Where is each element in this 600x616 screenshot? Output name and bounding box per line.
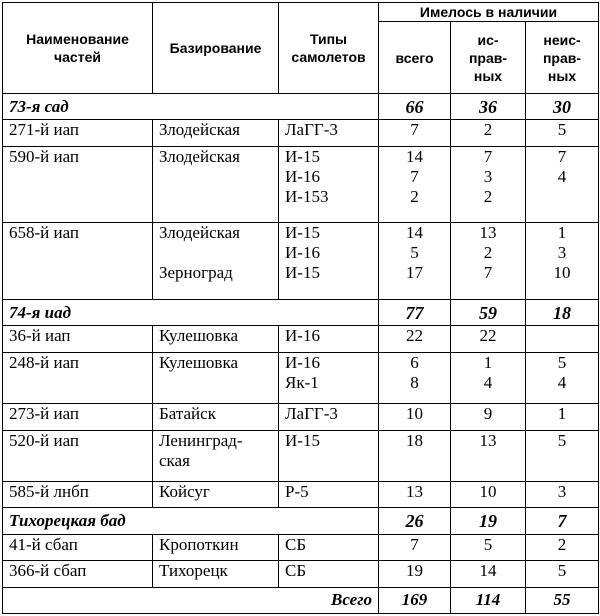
group-name: 73-я сад	[3, 94, 379, 120]
group-row	[3, 508, 599, 534]
header-row-1	[3, 3, 599, 22]
serviceable-cell: 22	[451, 326, 526, 352]
total-cell: 77	[379, 299, 451, 325]
unserviceable-cell: 55	[526, 587, 599, 613]
group-name: 74-я иад	[3, 299, 379, 325]
unserviceable-cell: 7 4	[526, 146, 599, 223]
total-cell: 14 5 17	[379, 223, 451, 300]
unserviceable-cell: 2	[526, 534, 599, 560]
header-total: всего	[379, 22, 451, 94]
header-base: Базирование	[153, 3, 279, 94]
total-cell: 10	[379, 404, 451, 430]
base-cell: Батайск	[153, 404, 279, 430]
serviceable-cell: 114	[451, 587, 526, 613]
group-row	[3, 299, 599, 325]
unit-cell: 520-й иап	[3, 430, 153, 481]
serviceable-cell: 7 3 2	[451, 146, 526, 223]
unserviceable-cell: 5	[526, 561, 599, 587]
base-cell: Кропоткин	[153, 534, 279, 560]
unserviceable-cell: 18	[526, 299, 599, 325]
serviceable-cell: 13 2 7	[451, 223, 526, 300]
base-cell: Злодейская	[153, 146, 279, 223]
aircraft-cell: И-16	[279, 326, 379, 352]
header-serviceable: ис- прав- ных	[451, 22, 526, 94]
base-cell: Кулешовка	[153, 326, 279, 352]
aircraft-cell: И-15 И-16 И-153	[279, 146, 379, 223]
total-cell: 6 8	[379, 352, 451, 403]
unit-cell: 248-й иап	[3, 352, 153, 403]
base-cell: Кулешовка	[153, 352, 279, 403]
unserviceable-cell: 3	[526, 482, 599, 508]
serviceable-cell: 36	[451, 94, 526, 120]
header-aircraft: Типы самолетов	[279, 3, 379, 94]
total-cell: 14 7 2	[379, 146, 451, 223]
unit-cell: 271-й иап	[3, 120, 153, 146]
aircraft-cell: И-16 Як-1	[279, 352, 379, 403]
table-row	[3, 120, 599, 146]
unserviceable-cell: 5	[526, 120, 599, 146]
serviceable-cell: 9	[451, 404, 526, 430]
table-row	[3, 561, 599, 587]
base-cell: Злодейская	[153, 120, 279, 146]
table-row	[3, 326, 599, 352]
table-row	[3, 223, 599, 300]
group-name: Тихорецкая бад	[3, 508, 379, 534]
total-label: Всего	[3, 587, 379, 613]
aircraft-cell: СБ	[279, 534, 379, 560]
unit-cell: 590-й иап	[3, 146, 153, 223]
serviceable-cell: 5	[451, 534, 526, 560]
unit-cell: 366-й сбап	[3, 561, 153, 587]
total-cell: 18	[379, 430, 451, 481]
table-row	[3, 352, 599, 403]
base-cell: Ленинград- ская	[153, 430, 279, 481]
base-cell: Койсуг	[153, 482, 279, 508]
total-cell: 7	[379, 534, 451, 560]
serviceable-cell: 1 4	[451, 352, 526, 403]
unserviceable-cell: 7	[526, 508, 599, 534]
unit-cell: 585-й лнбп	[3, 482, 153, 508]
unit-cell: 273-й иап	[3, 404, 153, 430]
unserviceable-cell: 30	[526, 94, 599, 120]
unit-cell: 36-й иап	[3, 326, 153, 352]
serviceable-cell: 59	[451, 299, 526, 325]
serviceable-cell: 19	[451, 508, 526, 534]
unserviceable-cell: 1	[526, 404, 599, 430]
aircraft-cell: ЛаГГ-3	[279, 404, 379, 430]
base-cell: Тихорецк	[153, 561, 279, 587]
table-body	[3, 94, 599, 614]
serviceable-cell: 10	[451, 482, 526, 508]
aircraft-cell: И-15 И-16 И-15	[279, 223, 379, 300]
unserviceable-cell: 1 3 10	[526, 223, 599, 300]
serviceable-cell: 13	[451, 430, 526, 481]
aircraft-cell: И-15	[279, 430, 379, 481]
unserviceable-cell	[526, 326, 599, 352]
total-cell: 22	[379, 326, 451, 352]
total-cell: 26	[379, 508, 451, 534]
total-row	[3, 587, 599, 613]
table-row	[3, 482, 599, 508]
table-row	[3, 404, 599, 430]
aircraft-cell: СБ	[279, 561, 379, 587]
total-cell: 66	[379, 94, 451, 120]
table-row	[3, 534, 599, 560]
unit-cell: 41-й сбап	[3, 534, 153, 560]
unserviceable-cell: 5	[526, 430, 599, 481]
unserviceable-cell: 5 4	[526, 352, 599, 403]
serviceable-cell: 2	[451, 120, 526, 146]
header-unserviceable: неис- прав- ных	[526, 22, 599, 94]
total-cell: 13	[379, 482, 451, 508]
total-cell: 169	[379, 587, 451, 613]
total-cell: 7	[379, 120, 451, 146]
header-available: Имелось в наличии	[379, 3, 599, 22]
header-unit: Наименование частей	[3, 3, 153, 94]
aircraft-availability-table	[2, 2, 599, 614]
base-cell: Злодейская Зерноград	[153, 223, 279, 300]
table-row	[3, 146, 599, 223]
total-cell: 19	[379, 561, 451, 587]
unit-cell: 658-й иап	[3, 223, 153, 300]
serviceable-cell: 14	[451, 561, 526, 587]
aircraft-cell: Р-5	[279, 482, 379, 508]
table-row	[3, 430, 599, 481]
aircraft-cell: ЛаГГ-3	[279, 120, 379, 146]
group-row	[3, 94, 599, 120]
